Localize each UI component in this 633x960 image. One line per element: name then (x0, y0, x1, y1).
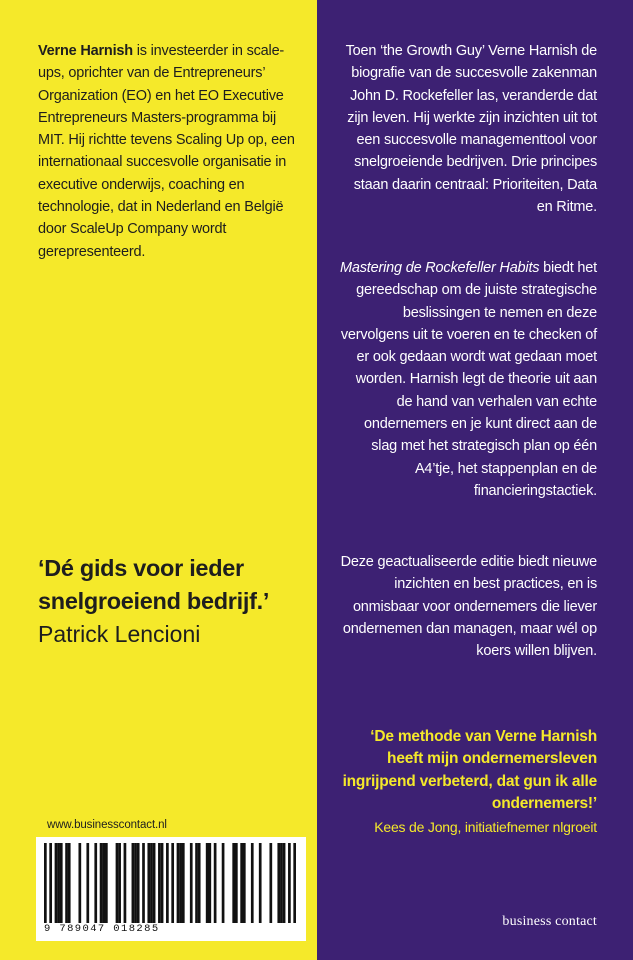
book-title: Mastering de Rockefeller Habits (340, 260, 540, 276)
barcode-bar (94, 843, 97, 923)
quote-lencioni: ‘Dé gids voor ieder snelgroeiend bedrijf.’ (38, 555, 270, 614)
barcode-bar (269, 843, 272, 923)
barcode-bar (179, 843, 182, 923)
barcode-bar (142, 843, 145, 923)
barcode-bar (55, 843, 58, 923)
barcode-bar (78, 843, 81, 923)
barcode-bar (60, 843, 63, 923)
blurb-paragraph-2-text: biedt het gereedschap om de juiste strategische beslissingen te nemen en deze vervolgens uit te voeren en te checken of er ook gedaan wordt wat gedaan moet worden. Harnish legt de theorie uit aan de hand van verhalen van echte ondernemers en je kunt direct aan de slag met het strategisch plan op één A4’tje, het stappenplan en de financieringstactiek. (340, 260, 597, 499)
quote-de-jong: ‘De methode van Verne Harnish heeft mijn ondernemersleven ingrijpend verbeterd, dat gun ik alle ondernemers!’ (342, 728, 597, 812)
barcode-bar (86, 843, 89, 923)
barcode-bar (277, 843, 280, 923)
publisher-logo: business contact (502, 914, 597, 929)
barcode-bar (161, 843, 164, 923)
barcode-bar (116, 843, 119, 923)
barcode-bar (137, 843, 140, 923)
blurb-paragraph-1: Toen ‘the Growth Guy’ Verne Harnish de biografie van de succesvolle zakenman John D. Rockefeller las, veranderde dat zijn leven. Hij werkte zijn inzichten uit tot een succesvolle managementtool voor snelgroeiende bedrijven. Drie principes staan daarin centraal: Prioriteiten, Data en Ritme. (345, 43, 597, 216)
barcode-bar (232, 843, 235, 923)
barcode-bar (240, 843, 243, 923)
barcode-bar (100, 843, 103, 923)
barcode-bar (49, 843, 52, 923)
barcode-bar (57, 843, 60, 923)
barcode-bar (182, 843, 185, 923)
barcode-bar (102, 843, 105, 923)
barcode-bar (124, 843, 127, 923)
author-name: Verne Harnish (38, 43, 133, 59)
barcode-bar (259, 843, 262, 923)
barcode-bar (198, 843, 201, 923)
barcode-bar (214, 843, 217, 923)
barcode-bar (150, 843, 153, 923)
isbn-number: 9 789047 018285 (44, 923, 160, 935)
barcode-bar (293, 843, 296, 923)
barcode-bar (118, 843, 121, 923)
barcode-bar (288, 843, 291, 923)
barcode-bar (171, 843, 174, 923)
barcode-bar (132, 843, 135, 923)
barcode-bar (280, 843, 283, 923)
barcode-bar (208, 843, 211, 923)
barcode-bar (68, 843, 71, 923)
barcode-bar (65, 843, 68, 923)
barcode-bar (206, 843, 209, 923)
quote-de-jong-author: Kees de Jong, initiatiefnemer nlgroeit (374, 819, 597, 835)
blurb-paragraph-2 (339, 257, 597, 502)
quote-lencioni-author: Patrick Lencioni (38, 621, 201, 647)
barcode-bar (235, 843, 238, 923)
barcode-bar (190, 843, 193, 923)
barcode-bar (177, 843, 180, 923)
barcode-bar (44, 843, 47, 923)
barcode-bar (158, 843, 161, 923)
barcode-bar (105, 843, 108, 923)
barcode-bar (147, 843, 150, 923)
website-url: www.businesscontact.nl (47, 819, 167, 831)
barcode-bar (251, 843, 254, 923)
barcode-icon (44, 843, 296, 923)
blurb-paragraph-3: Deze geactualiseerde editie biedt nieuwe inzichten en best practices, en is onmisbaar voor ondernemers die liever ondernemen dan managen, maar wél op koers willen blijven. (340, 554, 597, 660)
author-bio (38, 40, 300, 263)
barcode-bar (134, 843, 137, 923)
barcode-bar (153, 843, 156, 923)
barcode-bar (283, 843, 286, 923)
author-bio-text: is investeerder in scale-ups, oprichter van de Entrepreneurs’ Organization (EO) en het EO Executive Entrepreneurs Masters-programma bij MIT. Hij richtte tevens Scaling Up op, een internationaal succesvolle organisatie in executive onderwijs, coaching en technologie, dat in Nederland en België door ScaleUp Company wordt gerepresenteerd. (38, 43, 295, 260)
barcode-bar (222, 843, 225, 923)
barcode-bar (195, 843, 198, 923)
barcode-bar (166, 843, 169, 923)
barcode (36, 837, 306, 941)
barcode-bar (243, 843, 246, 923)
